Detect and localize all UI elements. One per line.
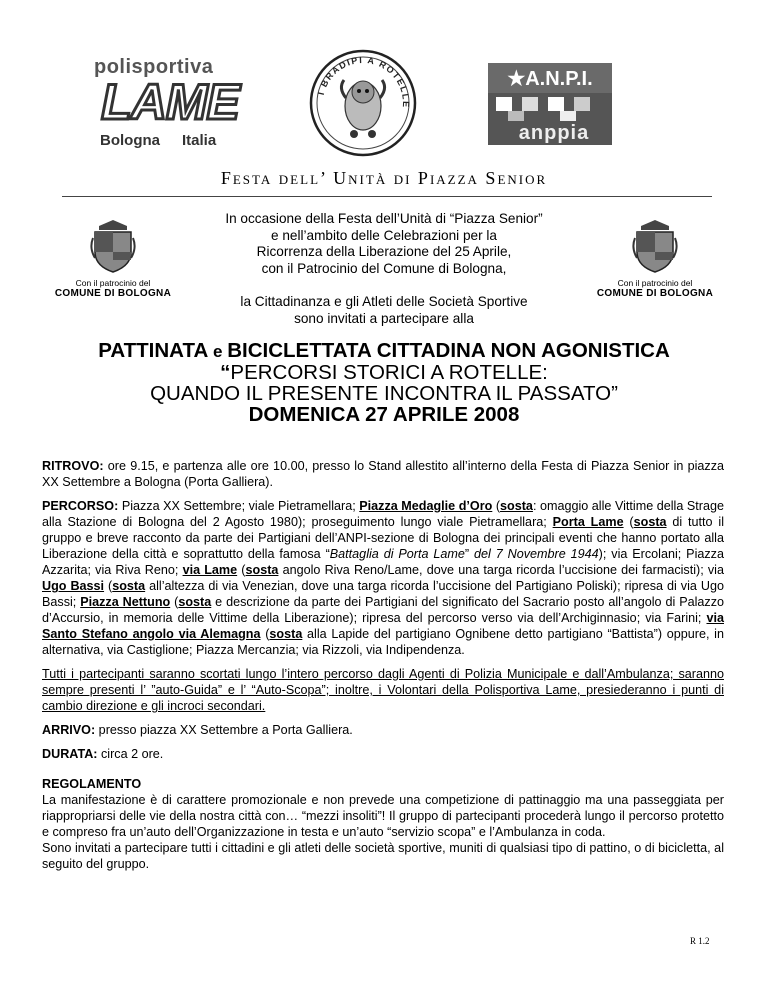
place-porta-lame: Porta Lame [552, 515, 624, 529]
regolamento-paragraph-2: Sono invitati a partecipare tutti i cittadini e gli atleti delle società sportive, muniti di qualsiasi tipo di pattino, o di bicicletta, al seguito del gruppo. [42, 841, 724, 871]
durata-text: circa 2 ore. [97, 747, 164, 761]
comune-bologna-crest-right [590, 218, 720, 299]
intro-line-2: e nell’ambito delle Celebrazioni per la [271, 227, 497, 243]
lame-logo-top-text: polisportiva [94, 56, 214, 78]
document-version: R 1.2 [690, 936, 710, 946]
place-piazza-medaglie: Piazza Medaglie d’Oro [359, 499, 493, 513]
scorta-paragraph: Tutti i partecipanti saranno scortati lungo l’intero percorso dagli Agenti di Polizia Municipale e dall’Ambulanza; saranno sempre presenti l’ ”auto-Guida” e l’ “Auto-Scopa”; inoltre, i Volontari della Polisportiva Lame, presiederanno i punti di cambio direzione e gli incroci secondari. [42, 667, 724, 713]
title-open-quote: “ [220, 361, 231, 384]
intro-line-4: con il Patrocinio del Comune di Bologna, [261, 260, 507, 276]
regolamento-paragraph-1: La manifestazione è di carattere promozionale e non prevede una competizione di pattinaggio ma una passeggiata per riappropriarsi delle vie della nostra città con… “mezzi insoliti”! Il gruppo di partecipanti procederà lungo il percorso protetto e compreso fra un’auto dell’Organizzazione in testa e un’auto “servizio scopa” e l’Ambulanza in coda. [42, 793, 724, 839]
title-line-3: QUANDO IL PRESENTE INCONTRA IL PASSATO” [150, 382, 618, 405]
crest-left-patron-big: COMUNE DI BOLOGNA [54, 288, 172, 299]
battaglia-porta-lame: Battaglia di Porta Lame [329, 547, 465, 561]
durata-label: DURATA: [42, 747, 98, 761]
sosta-2: sosta [633, 515, 667, 529]
crest-right-patron-big: COMUNE DI BOLOGNA [596, 288, 714, 299]
bradipi-logo-graphic [308, 48, 418, 158]
event-title: Festa dell’ Unità di Piazza Senior [220, 168, 548, 188]
arrivo-label: ARRIVO: [42, 723, 96, 737]
lame-logo-wordmark [86, 78, 256, 126]
sosta-6: sosta [269, 627, 303, 641]
sosta-3: sosta [245, 563, 279, 577]
header-divider [62, 196, 712, 197]
bologna-coat-of-arms-icon [631, 218, 679, 274]
anpi-logo-top-text: ★A.N.P.I. [507, 68, 593, 90]
anpi-logo-graphic [488, 63, 612, 145]
title-line-4-date: DOMENICA 27 APRILE 2008 [248, 403, 520, 426]
comune-bologna-crest-left [48, 218, 178, 299]
sosta-4: sosta [112, 579, 146, 593]
durata-paragraph [42, 746, 724, 762]
arrivo-text: presso piazza XX Settembre a Porta Galliera. [95, 723, 353, 737]
invite-text [178, 294, 590, 327]
title-e: e [208, 342, 228, 361]
ritrovo-paragraph [42, 458, 724, 490]
bradipi-a-rotelle-logo [308, 48, 418, 158]
bradipi-logo-text: I BRADIPI A ROTELLE [315, 54, 412, 109]
bologna-coat-of-arms-icon [89, 218, 137, 274]
intro-text [178, 211, 590, 277]
title-biciclettata: BICICLETTATA CITTADINA NON AGONISTICA [227, 339, 670, 362]
main-title [40, 340, 728, 425]
lame-logo-city: Bologna [100, 132, 160, 149]
title-line-1 [40, 340, 728, 362]
invite-line-1: la Cittadinanza e gli Atleti delle Società Sportive [240, 294, 528, 309]
crest-left-patron-small: Con il patrocinio del [75, 278, 151, 288]
place-ugo-bassi: Ugo Bassi [42, 579, 105, 593]
sosta-5: sosta [178, 595, 212, 609]
title-percorsi: PERCORSI STORICI A ROTELLE: [230, 361, 548, 384]
battaglia-date: del 7 Novembre 1944 [474, 547, 599, 561]
anpi-logo-bottom-text: anppia [518, 122, 590, 144]
percorso-paragraph: PERCORSO: Piazza XX Settembre; viale Pietramellara; Piazza Medaglie d’Oro (sosta: omaggio alle Vittime della Strage alla Stazione di Bologna del 2 Agosto 1980); proseguimento lungo viale Pietramellara; Porta Lame (sosta di tutto il gruppo e breve racconto da parte dei Partigiani dell’ANPI-sezione di Bologna dei principali eventi che hanno portato alla Liberazione della città e soprattutto della famosa “Battaglia di Porta Lame” del 7 Novembre 1944); via Ercolani; Piazza Azzarita; via Riva Reno; via Lame (sosta angolo Riva Reno/Lame, dove una targa ricorda l’uccisione dei farmacisti); via Ugo Bassi (sosta all’altezza di via Venezian, dove una targa ricorda l’uccisione del Partigiano Poliski); ripresa di via Ugo Bassi; Piazza Nettuno (sosta e descrizione da parte dei Partigiani del significato del Sacrario posto all’angolo di Palazzo d’Accursio, in memoria delle Vittime della Liberazione); ripresa del percorso verso via dell’Archiginnasio; via Farini; via Santo Stefano angolo via Alemagna (sosta alla Lapide del partigiano Ognibene detto partigiano “Battista”) oppure, in alternativa, via Castiglione; Piazza Mercanzia; via Rizzoli, via Indipendenza. [42, 499, 724, 657]
place-santo-stefano: via Santo Stefano angolo via Alemagna [42, 611, 724, 641]
intro-line-1: In occasione della Festa dell’Unità di “Piazza Senior” [225, 211, 543, 226]
invite-line-2: sono invitati a partecipare alla [294, 310, 474, 326]
ritrovo-text: ore 9.15, e partenza alle ore 10.00, presso lo Stand allestito all’interno della Festa di Piazza Senior in piazza XX Settembre a Bologna (Porta Galliera). [42, 459, 724, 489]
title-line-2 [40, 362, 728, 383]
title-pattinata: PATTINATA [98, 339, 209, 362]
lame-logo-country: Italia [182, 132, 217, 149]
anpi-anppia-logo [488, 63, 612, 145]
place-piazza-nettuno: Piazza Nettuno [80, 595, 171, 609]
regolamento-heading: REGOLAMENTO [42, 777, 142, 791]
lame-logo-big-text: LAME [101, 78, 239, 126]
arrivo-paragraph [42, 722, 724, 738]
sosta-1: sosta [500, 499, 533, 513]
body-text [42, 458, 724, 872]
percorso-label: PERCORSO: [42, 499, 119, 513]
place-via-lame: via Lame [182, 563, 238, 577]
polisportiva-lame-logo [86, 56, 256, 154]
intro-line-3: Ricorrenza della Liberazione del 25 Aprile, [256, 244, 512, 259]
ritrovo-label: RITROVO: [42, 459, 104, 473]
lame-logo-bottom [100, 132, 238, 149]
crest-right-patron-small: Con il patrocinio del [617, 278, 693, 288]
